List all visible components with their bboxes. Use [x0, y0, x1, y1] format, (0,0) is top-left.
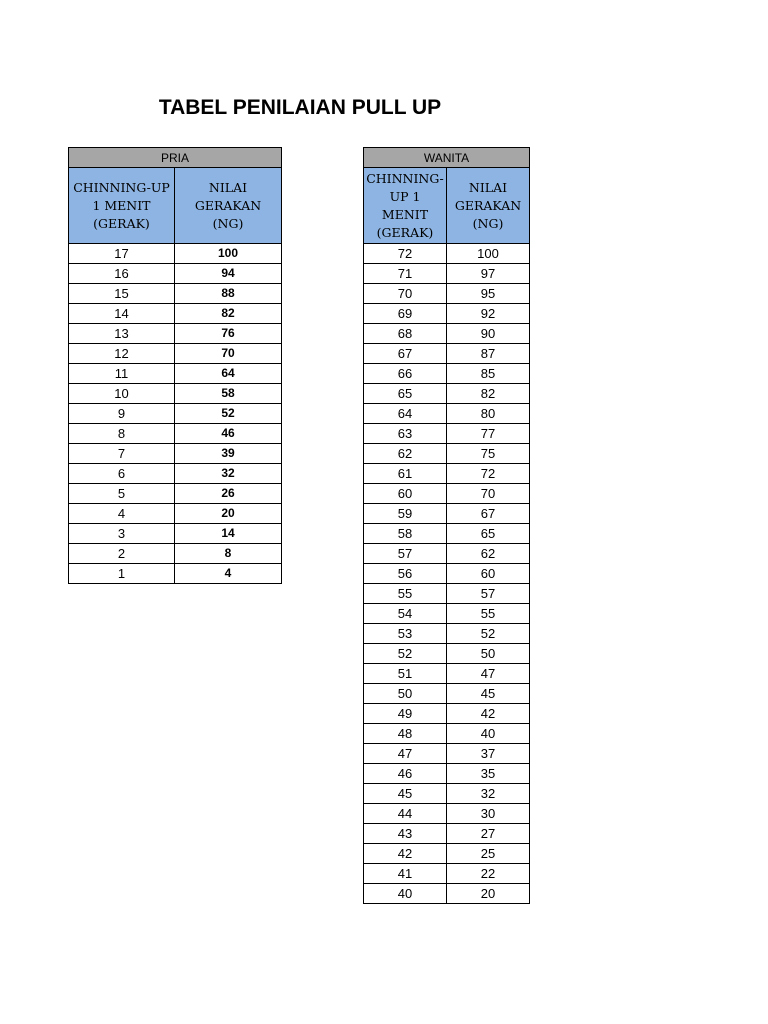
chinning-value-cell: 55	[364, 584, 447, 604]
chinning-value-cell: 43	[364, 824, 447, 844]
table-row	[364, 584, 530, 604]
nilai-value-cell: 52	[447, 624, 530, 644]
pria-chinning-header: CHINNING-UP 1 MENIT (GERAK)	[69, 168, 175, 244]
table-row	[69, 564, 282, 584]
chinning-value-cell: 53	[364, 624, 447, 644]
nilai-value-cell: 88	[175, 284, 282, 304]
nilai-value-cell: 47	[447, 664, 530, 684]
table-row	[364, 404, 530, 424]
nilai-value-cell: 46	[175, 424, 282, 444]
nilai-value-cell: 32	[175, 464, 282, 484]
chinning-value-cell: 11	[69, 364, 175, 384]
chinning-value-cell: 14	[69, 304, 175, 324]
chinning-value-cell: 48	[364, 724, 447, 744]
chinning-value-cell: 51	[364, 664, 447, 684]
chinning-value-cell: 8	[69, 424, 175, 444]
chinning-value-cell: 13	[69, 324, 175, 344]
table-row	[364, 824, 530, 844]
nilai-value-cell: 50	[447, 644, 530, 664]
chinning-value-cell: 56	[364, 564, 447, 584]
nilai-value-cell: 70	[175, 344, 282, 364]
table-row	[364, 684, 530, 704]
chinning-value-cell: 68	[364, 324, 447, 344]
nilai-value-cell: 64	[175, 364, 282, 384]
table-row	[69, 524, 282, 544]
pria-group-header: PRIA	[69, 148, 282, 168]
table-row	[69, 244, 282, 264]
chinning-value-cell: 42	[364, 844, 447, 864]
table-row	[364, 284, 530, 304]
table-row	[69, 544, 282, 564]
table-row	[364, 264, 530, 284]
chinning-value-cell: 44	[364, 804, 447, 824]
nilai-value-cell: 72	[447, 464, 530, 484]
chinning-value-cell: 60	[364, 484, 447, 504]
chinning-value-cell: 12	[69, 344, 175, 364]
chinning-value-cell: 1	[69, 564, 175, 584]
table-row	[69, 504, 282, 524]
nilai-value-cell: 100	[175, 244, 282, 264]
nilai-value-cell: 90	[447, 324, 530, 344]
nilai-value-cell: 62	[447, 544, 530, 564]
nilai-value-cell: 26	[175, 484, 282, 504]
nilai-value-cell: 25	[447, 844, 530, 864]
chinning-value-cell: 2	[69, 544, 175, 564]
nilai-value-cell: 30	[447, 804, 530, 824]
nilai-value-cell: 52	[175, 404, 282, 424]
nilai-value-cell: 42	[447, 704, 530, 724]
nilai-value-cell: 70	[447, 484, 530, 504]
table-row	[69, 444, 282, 464]
table-row	[69, 424, 282, 444]
nilai-value-cell: 87	[447, 344, 530, 364]
chinning-value-cell: 71	[364, 264, 447, 284]
chinning-value-cell: 47	[364, 744, 447, 764]
table-row	[364, 864, 530, 884]
table-row	[364, 764, 530, 784]
nilai-value-cell: 40	[447, 724, 530, 744]
table-row	[69, 464, 282, 484]
chinning-value-cell: 16	[69, 264, 175, 284]
nilai-value-cell: 80	[447, 404, 530, 424]
chinning-value-cell: 70	[364, 284, 447, 304]
chinning-value-cell: 17	[69, 244, 175, 264]
nilai-value-cell: 27	[447, 824, 530, 844]
nilai-value-cell: 20	[447, 884, 530, 904]
chinning-value-cell: 58	[364, 524, 447, 544]
nilai-value-cell: 37	[447, 744, 530, 764]
table-row	[364, 484, 530, 504]
nilai-value-cell: 45	[447, 684, 530, 704]
wanita-table	[363, 147, 530, 904]
table-row	[364, 524, 530, 544]
wanita-nilai-header: NILAI GERAKAN (NG)	[447, 168, 530, 244]
chinning-value-cell: 3	[69, 524, 175, 544]
table-row	[364, 704, 530, 724]
nilai-value-cell: 100	[447, 244, 530, 264]
table-row	[69, 404, 282, 424]
table-row	[364, 444, 530, 464]
wanita-table-body	[364, 244, 530, 904]
chinning-value-cell: 62	[364, 444, 447, 464]
nilai-value-cell: 60	[447, 564, 530, 584]
chinning-value-cell: 4	[69, 504, 175, 524]
table-row	[364, 604, 530, 624]
table-row	[364, 804, 530, 824]
chinning-value-cell: 41	[364, 864, 447, 884]
chinning-value-cell: 49	[364, 704, 447, 724]
chinning-value-cell: 72	[364, 244, 447, 264]
pria-nilai-header: NILAI GERAKAN (NG)	[175, 168, 282, 244]
table-row	[364, 504, 530, 524]
nilai-value-cell: 65	[447, 524, 530, 544]
chinning-value-cell: 63	[364, 424, 447, 444]
table-row	[364, 744, 530, 764]
chinning-value-cell: 45	[364, 784, 447, 804]
nilai-value-cell: 20	[175, 504, 282, 524]
nilai-value-cell: 8	[175, 544, 282, 564]
chinning-value-cell: 59	[364, 504, 447, 524]
chinning-value-cell: 46	[364, 764, 447, 784]
chinning-value-cell: 64	[364, 404, 447, 424]
nilai-value-cell: 94	[175, 264, 282, 284]
table-row	[364, 644, 530, 664]
chinning-value-cell: 9	[69, 404, 175, 424]
chinning-value-cell: 69	[364, 304, 447, 324]
table-row	[364, 464, 530, 484]
chinning-value-cell: 7	[69, 444, 175, 464]
nilai-value-cell: 35	[447, 764, 530, 784]
chinning-value-cell: 15	[69, 284, 175, 304]
nilai-value-cell: 77	[447, 424, 530, 444]
table-row	[364, 564, 530, 584]
nilai-value-cell: 55	[447, 604, 530, 624]
wanita-group-header: WANITA	[364, 148, 530, 168]
chinning-value-cell: 65	[364, 384, 447, 404]
nilai-value-cell: 58	[175, 384, 282, 404]
nilai-value-cell: 67	[447, 504, 530, 524]
chinning-value-cell: 54	[364, 604, 447, 624]
table-row	[69, 304, 282, 324]
chinning-value-cell: 52	[364, 644, 447, 664]
table-row	[364, 344, 530, 364]
nilai-value-cell: 85	[447, 364, 530, 384]
nilai-value-cell: 82	[175, 304, 282, 324]
table-row	[69, 324, 282, 344]
chinning-value-cell: 57	[364, 544, 447, 564]
table-row	[69, 364, 282, 384]
table-row	[364, 364, 530, 384]
table-row	[364, 784, 530, 804]
pria-table-body	[69, 244, 282, 584]
nilai-value-cell: 82	[447, 384, 530, 404]
chinning-value-cell: 40	[364, 884, 447, 904]
chinning-value-cell: 6	[69, 464, 175, 484]
chinning-value-cell: 66	[364, 364, 447, 384]
nilai-value-cell: 95	[447, 284, 530, 304]
chinning-value-cell: 61	[364, 464, 447, 484]
nilai-value-cell: 14	[175, 524, 282, 544]
nilai-value-cell: 97	[447, 264, 530, 284]
pria-table	[68, 147, 282, 584]
table-row	[364, 324, 530, 344]
table-row	[364, 724, 530, 744]
chinning-value-cell: 50	[364, 684, 447, 704]
chinning-value-cell: 10	[69, 384, 175, 404]
chinning-value-cell: 67	[364, 344, 447, 364]
table-row	[364, 624, 530, 644]
table-row	[364, 384, 530, 404]
table-row	[69, 484, 282, 504]
table-row	[364, 304, 530, 324]
nilai-value-cell: 4	[175, 564, 282, 584]
table-row	[364, 244, 530, 264]
nilai-value-cell: 32	[447, 784, 530, 804]
table-row	[364, 544, 530, 564]
nilai-value-cell: 76	[175, 324, 282, 344]
nilai-value-cell: 22	[447, 864, 530, 884]
page-title: TABEL PENILAIAN PULL UP	[158, 96, 442, 119]
table-row	[364, 424, 530, 444]
table-row	[364, 884, 530, 904]
table-row	[69, 344, 282, 364]
nilai-value-cell: 75	[447, 444, 530, 464]
table-row	[69, 264, 282, 284]
table-row	[69, 284, 282, 304]
nilai-value-cell: 39	[175, 444, 282, 464]
table-row	[364, 844, 530, 864]
nilai-value-cell: 92	[447, 304, 530, 324]
table-row	[364, 664, 530, 684]
chinning-value-cell: 5	[69, 484, 175, 504]
wanita-chinning-header: CHINNING- UP 1 MENIT (GERAK)	[364, 168, 447, 244]
table-row	[69, 384, 282, 404]
nilai-value-cell: 57	[447, 584, 530, 604]
